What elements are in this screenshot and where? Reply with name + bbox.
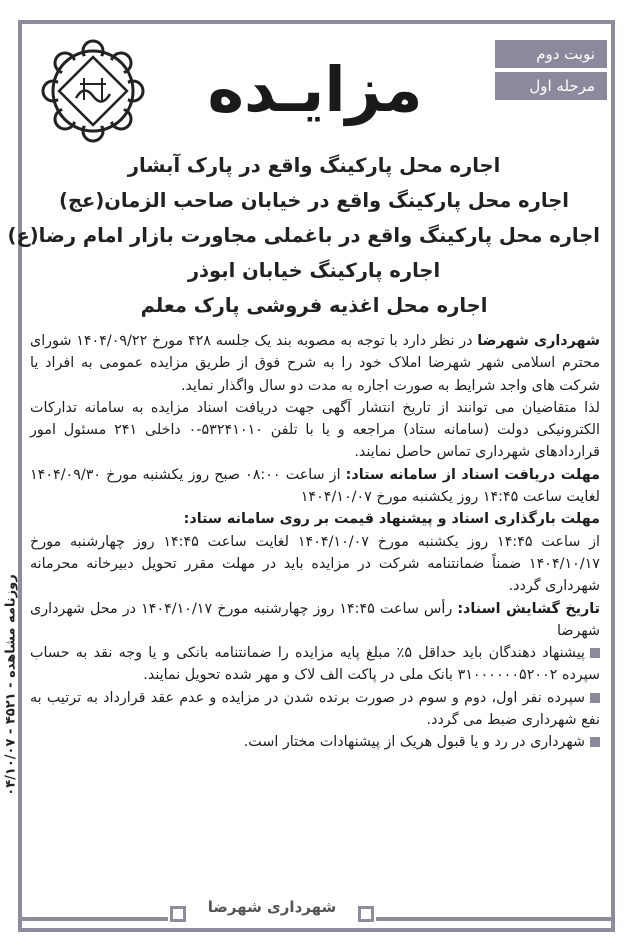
- contact-paragraph: لذا متقاضیان می توانند از تاریخ انتشار آگهی جهت دریافت اسناد مزایده به سامانه تدارکات الکترونیکی دولت (سامانه ستاد) مراجعه و یا با تلفن ۵۳۲۴۱۰۱۰-۰ داخلی ۲۴۱ مسئول امور قراردادهای شهرداری تماس حاصل نمایند.: [30, 399, 600, 461]
- footer-square-icon: [358, 906, 374, 922]
- municipality-logo-icon: [40, 38, 146, 144]
- notice-body: [30, 330, 600, 754]
- upload-deadline-text: از ساعت ۱۴:۴۵ روز یکشنبه مورخ ۱۴۰۴/۱۰/۰۷ لغایت ساعت ۱۴:۴۵ روز چهارشنبه مورخ ۱۴۰۴/۱۰/۱۷ ضمناً ضمانتنامه شرکت در مزایده باید در مهلت مقرر تحویل دبیرخانه محرمانه شهرداری گردد.: [30, 533, 600, 595]
- upload-deadline-heading: مهلت بارگذاری اسناد و پیشنهاد قیمت بر روی سامانه ستاد:: [183, 511, 600, 528]
- side-publication-note: روزنامه مشاهده - ۴۵۲۱ - ۰۴/۱۰/۰۷: [3, 574, 19, 796]
- headline-item: اجاره پارکینگ خیابان ابوذر: [187, 259, 441, 282]
- bullet-item: سپرده نفر اول، دوم و سوم در صورت برنده شدن در مزایده و عدم عقد قرارداد به ترتیب به نفع شهرداری ضبط می گردد.: [30, 689, 600, 729]
- bullet-square-icon: [590, 693, 600, 703]
- headline-list: [7, 148, 600, 323]
- intro-paragraph: شهرداری شهرضا در نظر دارد با توجه به مصوبه بند یک جلسه ۴۲۸ مورخ ۱۴۰۴/۰۹/۲۲ شورای محترم اسلامی شهر شهرضا املاک خود را به شرح فوق از طریق مزایده عمومی به افراد یا شرکت های واجد شرایط به صورت اجاره به مدت دو سال واگذار نماید.: [30, 333, 600, 394]
- headline-item: اجاره محل پارکینگ واقع در خیابان صاحب الزمان(عج): [59, 189, 569, 212]
- municipality-name: شهرداری شهرضا: [477, 333, 600, 349]
- document-deadline: مهلت دریافت اسناد از سامانه ستاد: از ساعت ۰۸:۰۰ صبح روز یکشنبه مورخ ۱۴۰۴/۰۹/۳۰ لغایت ساعت ۱۴:۴۵ روز یکشنبه مورخ ۱۴۰۴/۱۰/۰۷: [30, 466, 600, 506]
- footer-divider: [18, 917, 168, 921]
- round-badge: نوبت دوم: [495, 40, 607, 68]
- notice-title: مزایـده: [207, 53, 423, 126]
- footer-divider: [376, 917, 615, 921]
- headline-item: اجاره محل پارکینگ واقع در پارک آبشار: [127, 154, 501, 177]
- bullet-item: پیشنهاد دهندگان باید حداقل ۵٪ مبلغ پایه مزایده را ضمانتنامه بانکی و یا وجه نقد به حساب سپرده ۳۱۰۰۰۰۰۰۵۲۰۰۲ بانک ملی در پاکت الف لاک و مهر شده تحویل نمایند.: [30, 645, 600, 684]
- footer-signature: [162, 896, 382, 926]
- opening-date: تاریخ گشایش اسناد: رأس ساعت ۱۴:۴۵ روز چهارشنبه مورخ ۱۴۰۴/۱۰/۱۷ در محل شهرداری شهرضا: [30, 600, 600, 639]
- headline-item: اجاره محل پارکینگ واقع در باغملی مجاورت بازار امام رضا(ع): [7, 224, 600, 247]
- footer-text: شهرداری شهرضا: [192, 898, 352, 916]
- footer-square-icon: [170, 906, 186, 922]
- stage-badge: مرحله اول: [495, 72, 607, 100]
- headline-item: اجاره محل اغذیه فروشی پارک معلم: [140, 294, 488, 317]
- bullet-square-icon: [590, 648, 600, 658]
- bullet-item: شهرداری در رد و یا قبول هریک از پیشنهادات مختار است.: [30, 731, 600, 753]
- bullet-square-icon: [590, 737, 600, 747]
